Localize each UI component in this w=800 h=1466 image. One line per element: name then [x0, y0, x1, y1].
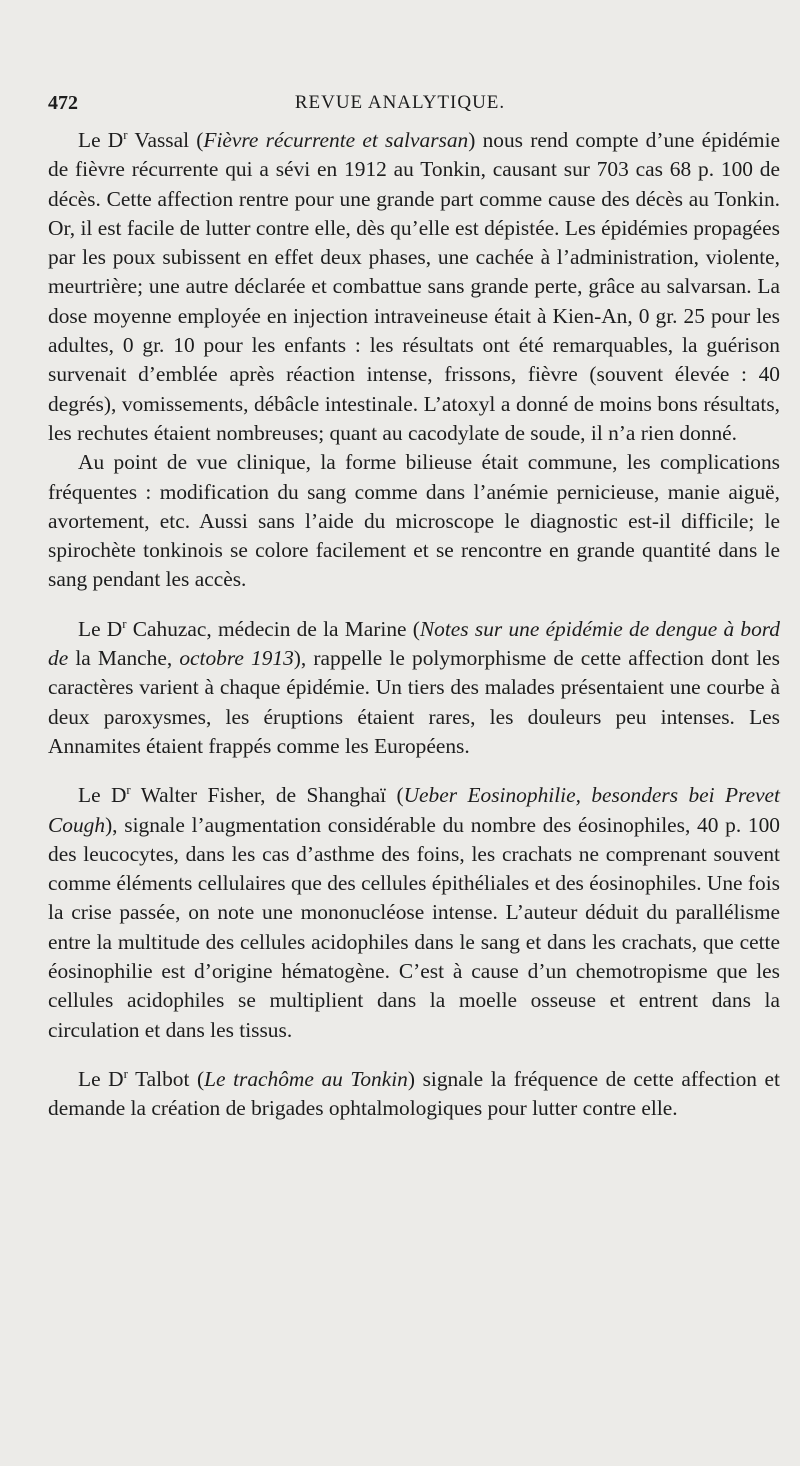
superscript: r	[123, 1066, 128, 1081]
italic-title: Notes sur une épidémie de dengue à bord de	[48, 616, 780, 671]
text-run: Le D	[78, 128, 124, 152]
paragraph	[48, 1065, 780, 1124]
paragraph	[48, 448, 780, 594]
text-run: Vassal (	[127, 128, 204, 152]
text-run: Au point de vue clinique, la forme bilieuse était commune, les complications fréquentes : modification du sang comme dans l’anémie pernicieuse, manie aiguë, avortement, etc. Aussi sans l’aide du microscope le diagnostic est-il difficile; le spirochète tonkinois se colore facilement et se rencontre en grande quantité dans le sang pendant les accès.	[48, 450, 780, 592]
page-number: 472	[48, 92, 78, 114]
text-run: ), rappelle le polymorphisme de cette affection dont les caractères varient à chaque épidémie. Un tiers des malades présentaient une courbe à deux paroxysmes, les éruptions étaient rares, les douleurs peu intenses. Les Annamites étaient frappés comme les Européens.	[48, 646, 780, 758]
paragraph	[48, 126, 780, 448]
text-run: ), signale l’augmentation considérable du nombre des éosinophiles, 40 p. 100 des leucocytes, dans les cas d’asthme des foins, les crachats ne comprenant souvent comme éléments cellulaires que des cellules épithéliales et des éosinophiles. Une fois la crise passée, on note une mononucléose intense. L’auteur déduit du parallélisme entre la multitude des cellules acidophiles dans le sang et dans les crachats, que cette éosinophilie est d’origine hématogène. C’est à cause d’un chemotropisme que les cellules acidophiles se multiplient dans la moelle osseuse et entrent dans la circulation et dans les tissus.	[48, 812, 780, 1042]
text-run: Walter Fisher, de Shanghaï (	[130, 783, 404, 808]
page-header	[48, 92, 752, 122]
text-run: ) signale la fréquence de cette affection et demande la création de brigades ophtalmologiques pour lutter contre elle.	[48, 1066, 780, 1121]
text-run: ) nous rend compte d’une épidémie de fièvre récurrente qui a sévi en 1912 au Tonkin, causant sur 703 cas 68 p. 100 de décès. Cette affection rentre pour une grande part comme cause des décès au Tonkin. Or, il est facile de lutter contre elle, dès qu’elle est dépistée. Les épidémies propagées par les poux subissent en effet deux phases, une cachée à l’administration, violente, meurtrière; une autre déclarée et combattue sans grande perte, grâce au salvarsan. La dose moyenne employée en injection intraveineuse était à Kien-An, 0 gr. 25 pour les adultes, 0 gr. 10 pour les enfants : les résultats ont été remarquables, la guérison survenait d’emblée après réaction intense, frissons, fièvre (souvent élevée : 40 degrés), vomissements, débâcle intestinale. L’atoxyl a donné de moins bons résultats, les rechutes étaient nombreuses; quant au cacodylate de soude, il n’a rien donné.	[48, 128, 781, 445]
italic-title: Le trachôme au Tonkin	[204, 1066, 408, 1091]
superscript: r	[122, 616, 127, 631]
superscript: r	[126, 783, 131, 798]
paragraph	[48, 615, 780, 761]
text-run: Talbot (	[127, 1066, 205, 1091]
text-run: Le D	[78, 616, 123, 641]
text-run: Le D	[78, 1066, 124, 1091]
text-run: la Manche,	[68, 646, 180, 671]
italic-title: Fièvre récurrente et salvarsan	[203, 128, 469, 152]
text-run: Le D	[78, 783, 127, 808]
superscript: r	[123, 127, 128, 142]
italic-title: Ueber Eosinophilie, besonders bei Prevet Cough	[48, 783, 780, 837]
text-run: Cahuzac, médecin de la Marine (	[126, 616, 420, 641]
italic-title: octobre 1913	[179, 646, 294, 671]
paragraph	[48, 781, 780, 1045]
article-body	[48, 126, 780, 1124]
running-title: REVUE ANALYTIQUE.	[294, 92, 506, 113]
